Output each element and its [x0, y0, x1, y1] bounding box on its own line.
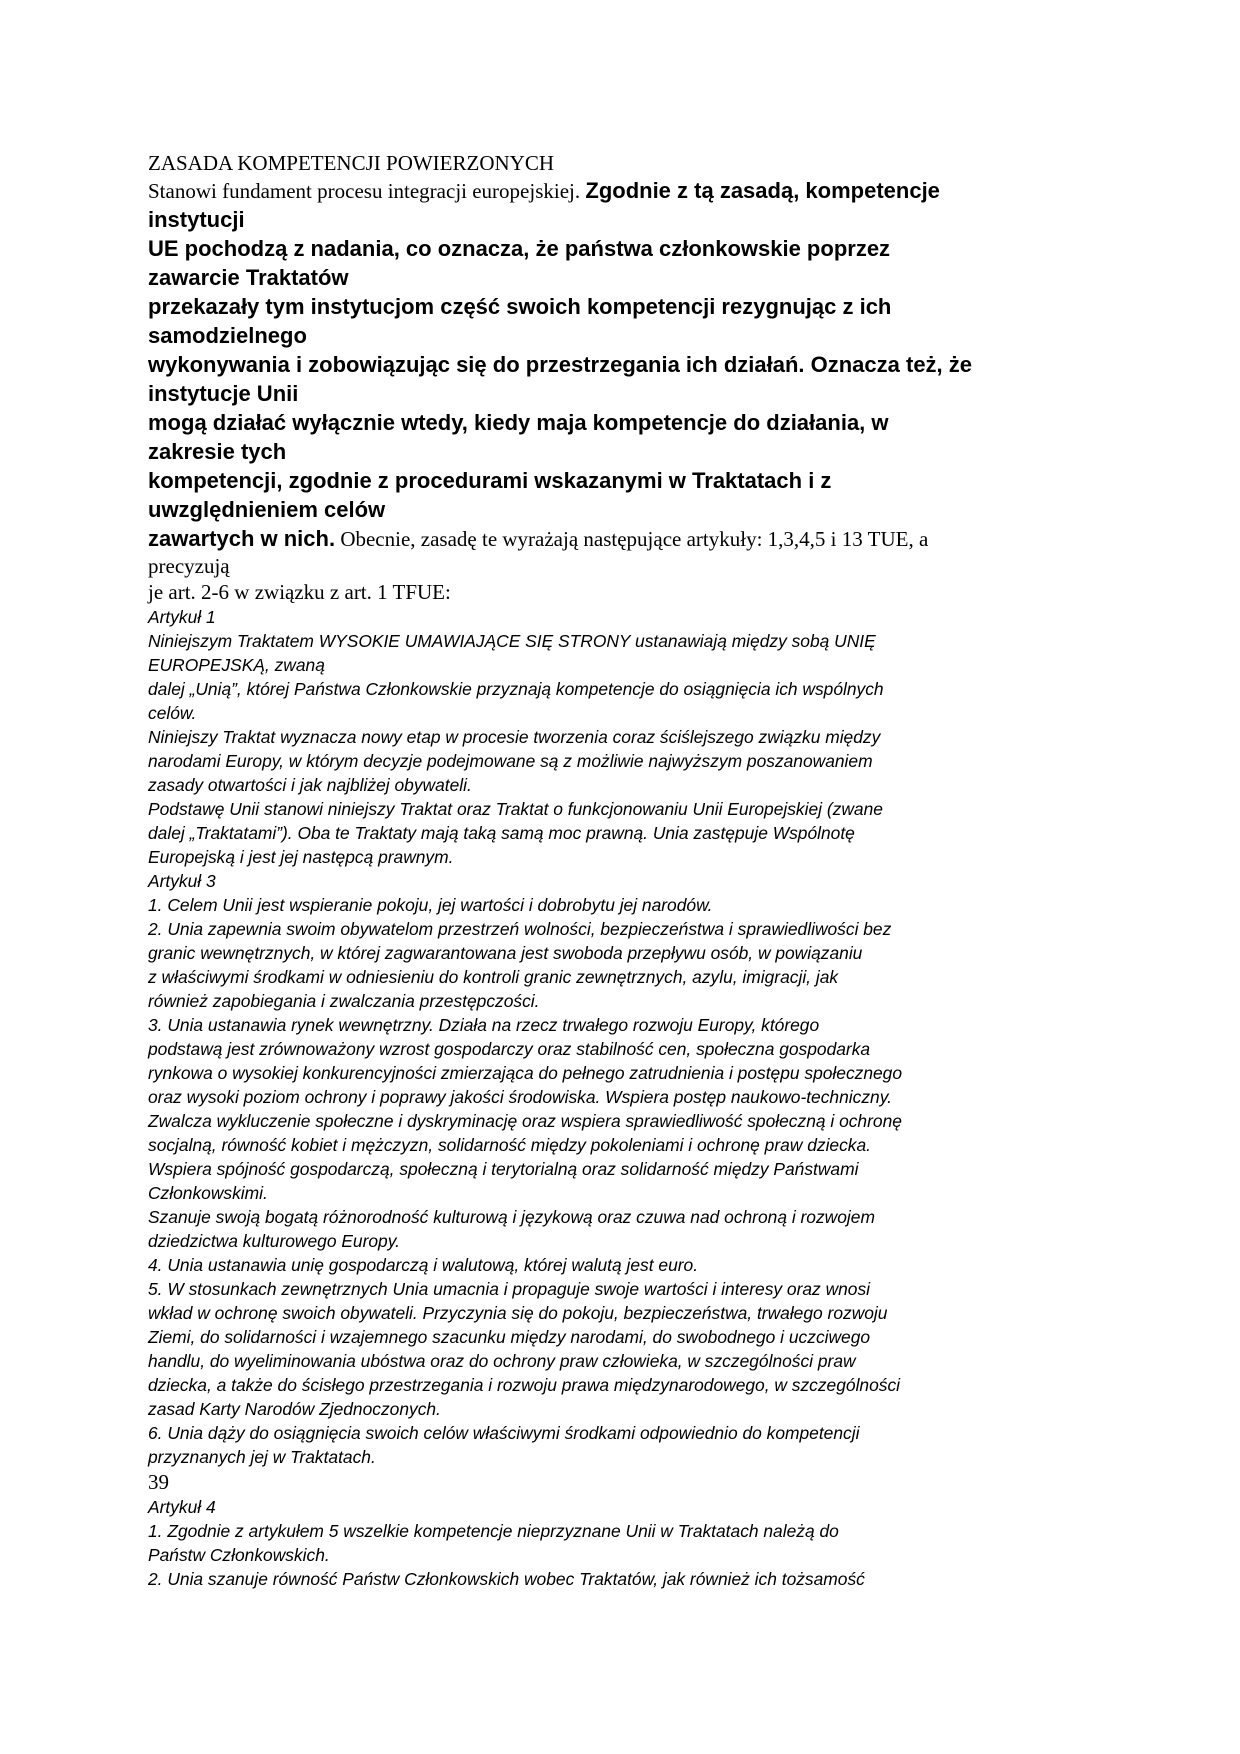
intro-text-serif: Stanowi fundament procesu integracji europejskiej.	[148, 179, 586, 203]
article-line: Wspiera spójność gospodarczą, społeczną i terytorialną oraz solidarność między Państwami	[148, 1159, 859, 1179]
intro-text-bold: zawartych w nich.	[148, 526, 336, 551]
intro-paragraph	[148, 176, 1098, 605]
article-line: przyznanych jej w Traktatach.	[148, 1447, 376, 1467]
article-line: z właściwymi środkami w odniesieniu do kontroli granic zewnętrznych, azylu, imigracji, jak	[148, 967, 839, 987]
article-line: Państw Członkowskich.	[148, 1545, 330, 1565]
article-line: EUROPEJSKĄ, zwaną	[148, 655, 325, 675]
article-line: Członkowskimi.	[148, 1183, 268, 1203]
article-line: również zapobiegania i zwalczania przestępczości.	[148, 991, 540, 1011]
intro-line: zakresie tych	[148, 439, 287, 464]
article-line: zasady otwartości i jak najbliżej obywateli.	[148, 775, 472, 795]
article-line: 2. Unia zapewnia swoim obywatelom przestrzeń wolności, bezpieczeństwa i sprawiedliwości bez	[148, 919, 892, 939]
article-line: Podstawę Unii stanowi niniejszy Traktat oraz Traktat o funkcjonowaniu Unii Europejskiej (zwane	[148, 799, 883, 819]
article-line: dalej „Unią”, której Państwa Członkowskie przyznają kompetencje do osiągnięcia ich wspólnych	[148, 679, 884, 699]
article-title: Artykuł 1	[148, 607, 216, 627]
document-heading: ZASADA KOMPETENCJI POWIERZONYCH	[148, 151, 555, 175]
article-line: 4. Unia ustanawia unię gospodarczą i walutową, której walutą jest euro.	[148, 1255, 699, 1275]
intro-line: precyzują	[148, 554, 230, 578]
article-line: rynkowa o wysokiej konkurencyjności zmierzająca do pełnego zatrudnienia i postępu społecznego	[148, 1063, 903, 1083]
article-line: 1. Zgodnie z artykułem 5 wszelkie kompetencje nieprzyznane Unii w Traktatach należą do	[148, 1521, 839, 1541]
article-title: Artykuł 4	[148, 1497, 216, 1517]
article-line: Niniejszym Traktatem WYSOKIE UMAWIAJĄCE SIĘ STRONY ustanawiają między sobą UNIĘ	[148, 631, 876, 651]
article-line: socjalną, równość kobiet i mężczyzn, solidarność między pokoleniami i ochronę praw dziecka.	[148, 1135, 872, 1155]
article-line: dziedzictwa kulturowego Europy.	[148, 1231, 400, 1251]
intro-line: wykonywania i zobowiązując się do przestrzegania ich działań. Oznacza też, że	[148, 352, 973, 377]
article-line: dalej „Traktatami”). Oba te Traktaty mają taką samą moc prawną. Unia zastępuje Wspólnotę	[148, 823, 855, 843]
intro-line: kompetencji, zgodnie z procedurami wskazanymi w Traktatach i z	[148, 468, 832, 493]
article-line: dziecka, a także do ścisłego przestrzegania i rozwoju prawa międzynarodowego, w szczególności	[148, 1375, 901, 1395]
article-line: Zwalcza wykluczenie społeczne i dyskryminację oraz wspiera sprawiedliwość społeczną i ochronę	[148, 1111, 902, 1131]
document-page	[148, 150, 1098, 1591]
article-line: Ziemi, do solidarności i wzajemnego szacunku między narodami, do swobodnego i uczciwego	[148, 1327, 871, 1347]
intro-line: instytucje Unii	[148, 381, 299, 406]
article-title: Artykuł 3	[148, 871, 216, 891]
intro-text-bold: Zgodnie z tą zasadą, kompetencje	[585, 178, 940, 203]
article-line: 3. Unia ustanawia rynek wewnętrzny. Działa na rzecz trwałego rozwoju Europy, którego	[148, 1015, 820, 1035]
intro-line: je art. 2-6 w związku z art. 1 TFUE:	[148, 580, 451, 604]
article-line: narodami Europy, w którym decyzje podejmowane są z możliwie najwyższym poszanowaniem	[148, 751, 873, 771]
intro-text-serif: Obecnie, zasadę te wyrażają następujące artykuły: 1,3,4,5 i 13 TUE, a	[335, 527, 929, 551]
article-line: Europejską i jest jej następcą prawnym.	[148, 847, 454, 867]
intro-line	[148, 524, 1098, 553]
intro-line: uwzględnieniem celów	[148, 497, 386, 522]
article-4	[148, 1495, 1098, 1591]
article-line: 1. Celem Unii jest wspieranie pokoju, jej wartości i dobrobytu jej narodów.	[148, 895, 713, 915]
article-line: podstawą jest zrównoważony wzrost gospodarczy oraz stabilność cen, społeczna gospodarka	[148, 1039, 871, 1059]
article-line: wkład w ochronę swoich obywateli. Przyczynia się do pokoju, bezpieczeństwa, trwałego rozwoju	[148, 1303, 888, 1323]
intro-line: mogą działać wyłącznie wtedy, kiedy maja kompetencje do działania, w	[148, 410, 889, 435]
article-line: oraz wysoki poziom ochrony i poprawy jakości środowiska. Wspiera postęp naukowo-techniczny.	[148, 1087, 892, 1107]
article-line: granic wewnętrznych, w której zagwarantowana jest swoboda przepływu osób, w powiązaniu	[148, 943, 863, 963]
article-line: 6. Unia dąży do osiągnięcia swoich celów właściwymi środkami odpowiednio do kompetencji	[148, 1423, 860, 1443]
article-line: Szanuje swoją bogatą różnorodność kulturową i językową oraz czuwa nad ochroną i rozwojem	[148, 1207, 875, 1227]
article-line: zasad Karty Narodów Zjednoczonych.	[148, 1399, 441, 1419]
intro-line: samodzielnego	[148, 323, 307, 348]
intro-line: przekazały tym instytucjom część swoich kompetencji rezygnując z ich	[148, 294, 892, 319]
intro-line: zawarcie Traktatów	[148, 265, 349, 290]
article-3	[148, 869, 1098, 1469]
page-number: 39	[148, 1470, 169, 1494]
article-1	[148, 605, 1098, 869]
intro-line: instytucji	[148, 207, 245, 232]
article-line: 5. W stosunkach zewnętrznych Unia umacnia i propaguje swoje wartości i interesy oraz wnosi	[148, 1279, 871, 1299]
article-line: celów.	[148, 703, 197, 723]
article-line: 2. Unia szanuje równość Państw Członkowskich wobec Traktatów, jak również ich tożsamość	[148, 1569, 865, 1589]
intro-line	[148, 176, 1098, 205]
article-line: handlu, do wyeliminowania ubóstwa oraz do ochrony praw człowieka, w szczególności praw	[148, 1351, 856, 1371]
article-line: Niniejszy Traktat wyznacza nowy etap w procesie tworzenia coraz ściślejszego związku między	[148, 727, 881, 747]
intro-line: UE pochodzą z nadania, co oznacza, że państwa członkowskie poprzez	[148, 236, 891, 261]
